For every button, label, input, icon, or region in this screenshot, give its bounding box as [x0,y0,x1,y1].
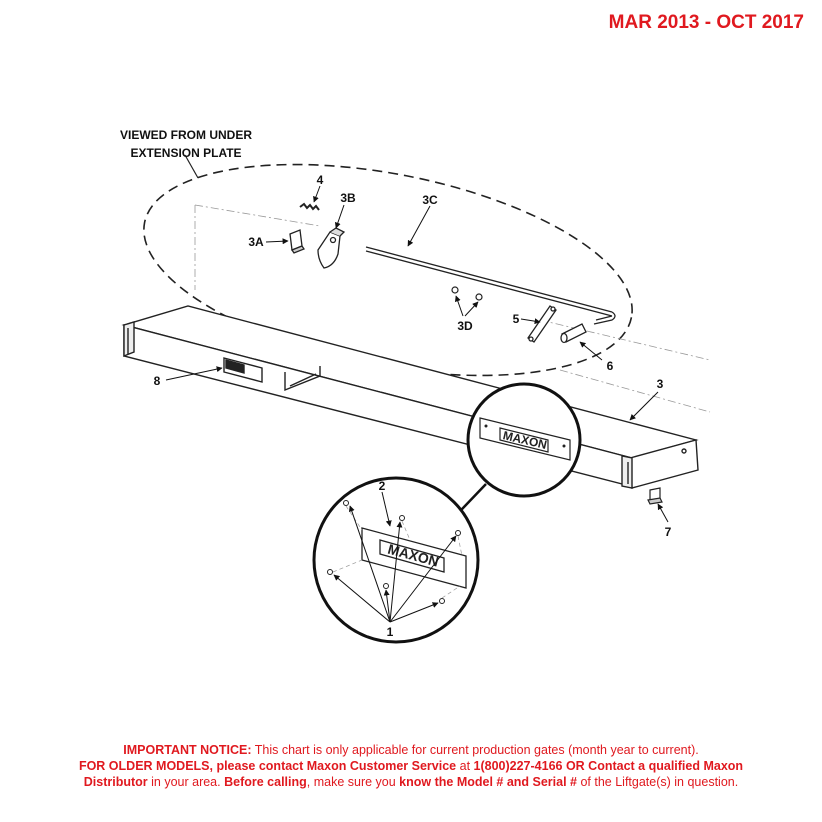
notice-line-1 [20,742,802,758]
notice-l1-text: This chart is only applicable for current production gates (month year to current). [251,743,699,757]
label-part-8: 8 [153,374,161,388]
label-part-6: 6 [606,359,614,373]
plate-logo-small: MAXON [501,428,549,452]
view-label-line2: EXTENSION PLATE [130,146,242,160]
label-part-1: 1 [386,625,394,639]
label-part-3a: 3A [248,235,264,249]
part-5-handle [528,306,556,342]
notice-l3-text-c: of the Liftgate(s) in question. [577,775,739,789]
part-7-bracket [648,488,662,504]
label-part-7: 7 [664,525,672,539]
label-part-3b: 3B [340,191,356,205]
notice-line-2 [20,758,802,774]
view-label-line1: VIEWED FROM UNDER [120,128,252,142]
label-part-3c: 3C [422,193,438,207]
label-part-4: 4 [316,173,324,187]
label-part-2: 2 [378,479,386,493]
part-4-spring [300,204,319,210]
notice-l3-text-b: , make sure you [306,775,400,789]
notice-line-3 [20,774,802,790]
date-range-header: MAR 2013 - OCT 2017 [608,12,804,33]
notice-l1-bold: IMPORTANT NOTICE: [123,743,252,757]
part-6-grip [561,324,586,343]
label-part-3: 3 [656,377,664,391]
part-3-extension-plate [124,306,698,488]
plate-logo-large: MAXON [386,540,441,570]
notice-l2-bold-b: 1(800)227-4166 OR Contact a qualified Maxon [473,759,744,773]
label-part-5: 5 [512,312,520,326]
part-3a-bracket [290,230,304,253]
notice-l3-bold-b: Before calling [224,775,307,789]
notice-l2-bold-a: FOR OLDER MODELS, please contact Maxon Customer Service [78,759,457,773]
detail-circle-small [468,384,580,496]
notice-l3-bold-a: Distributor [83,775,148,789]
important-notice [20,742,802,790]
part-3c-rod [366,247,615,324]
notice-l2-text-a: at [456,759,474,773]
notice-l3-text-a: in your area. [147,775,225,789]
notice-l3-bold-c: know the Model # and Serial # [399,775,577,789]
part-3b-latch [318,228,344,268]
label-part-3d: 3D [457,319,473,333]
